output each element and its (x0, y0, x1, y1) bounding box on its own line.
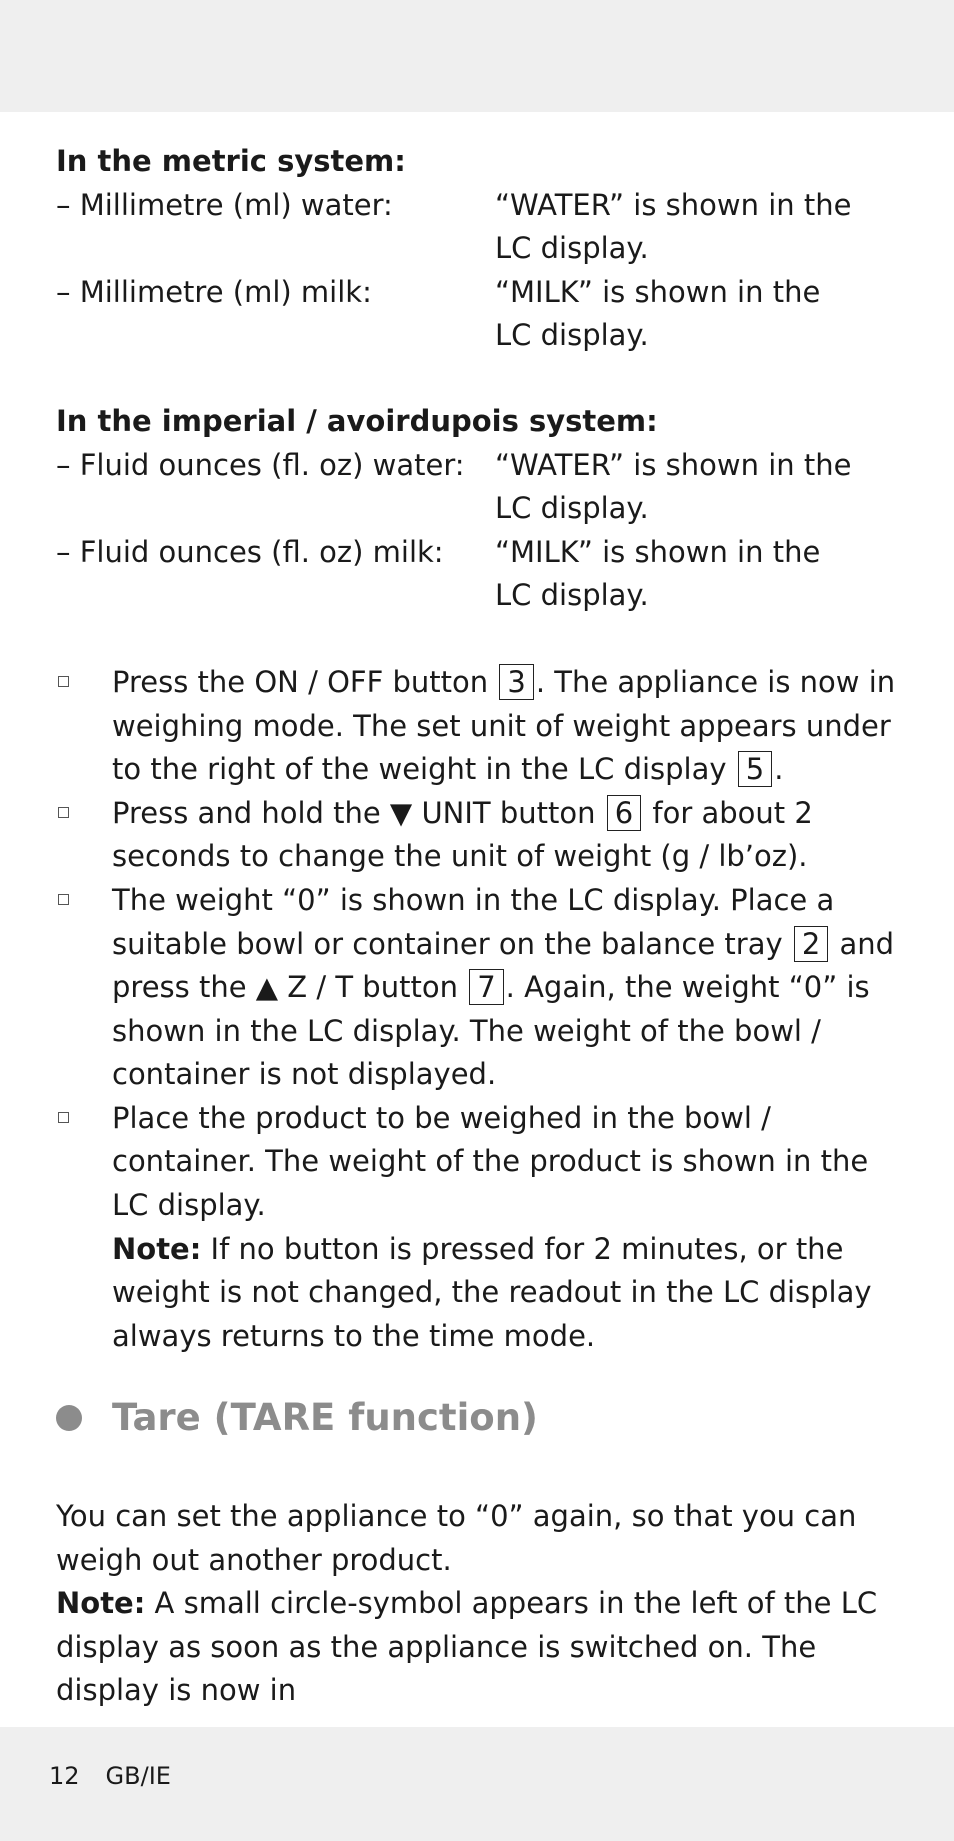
imperial-row-milk (56, 531, 901, 618)
manual-content (56, 140, 901, 1358)
checkbox-square-icon (58, 676, 69, 687)
section-title: Tare (TARE function) (112, 1396, 538, 1439)
metric-heading: In the metric system: (56, 144, 406, 178)
bullet-dot-icon (56, 1405, 82, 1431)
list-item: Place the product to be weighed in the bowl / container. The weight of the product is shown in the LC display. Note: If no button is pressed for 2 minutes, or the weight is not changed, the readout in the LC display always returns to the time mode. (56, 1097, 901, 1359)
row-label: – Fluid ounces (fl. oz) milk: (56, 534, 444, 569)
tare-paragraph (56, 1495, 906, 1713)
row-value: “WATER” is shown in the LC display. (495, 187, 852, 266)
language-code: GB/IE (105, 1762, 171, 1790)
checkbox-square-icon (58, 807, 69, 818)
part-number-box: 7 (469, 969, 503, 1005)
paragraph-text: You can set the appliance to “0” again, so that you can weigh out another product. (56, 1499, 857, 1577)
row-value: “MILK” is shown in the LC display. (495, 274, 821, 353)
row-value: “MILK” is shown in the LC display. (495, 534, 821, 613)
row-label: – Millimetre (ml) water: (56, 187, 393, 222)
checkbox-square-icon (58, 1112, 69, 1123)
section-heading (56, 1396, 538, 1439)
page-footer (49, 1762, 171, 1790)
header-band (0, 0, 954, 112)
list-item: Press the ON / OFF button 3 . The appliance is now in weighing mode. The set unit of weight appears under to the right of the weight in the LC display 5 . (56, 661, 901, 792)
row-value: “WATER” is shown in the LC display. (495, 447, 852, 526)
imperial-row-water (56, 444, 901, 531)
row-label: – Millimetre (ml) milk: (56, 274, 372, 309)
checkbox-square-icon (58, 894, 69, 905)
part-number-box: 6 (607, 795, 641, 831)
list-item: Press and hold the ▼ UNIT button 6 for about 2 seconds to change the unit of weight (g / lb’oz). (56, 792, 901, 879)
note-label: Note: (112, 1231, 202, 1266)
imperial-heading: In the imperial / avoirdupois system: (56, 403, 658, 438)
metric-row-water (56, 184, 901, 271)
part-number-box: 3 (499, 664, 533, 700)
page-number: 12 (49, 1762, 80, 1790)
row-label: – Fluid ounces (fl. oz) water: (56, 447, 465, 482)
paragraph-note: Note: A small circle-symbol appears in the left of the LC display as soon as the appliance is switched on. The display is now in (56, 1586, 878, 1708)
note-label: Note: (56, 1586, 146, 1621)
part-number-box: 2 (794, 926, 828, 962)
part-number-box: 5 (738, 751, 772, 787)
list-item: The weight “0” is shown in the LC display. Place a suitable bowl or container on the balance tray 2 and press the ▲ Z / T button 7 . Again, the weight “0” is shown in the LC display. The weight of the bowl / container is not displayed. (56, 879, 901, 1097)
step-list (56, 661, 901, 1359)
metric-row-milk (56, 271, 901, 358)
